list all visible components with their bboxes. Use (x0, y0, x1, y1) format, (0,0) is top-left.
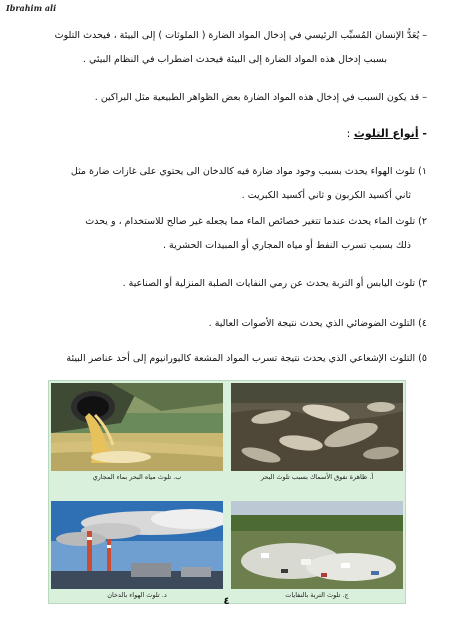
photo-caption-b: ب. تلوث مياه البحر بماء المجاري (92, 473, 182, 481)
author-name: Ibrahim ali (6, 3, 57, 13)
type-1 (71, 160, 427, 208)
factory-smoke-photo (51, 501, 223, 589)
type-3-line-1: ٣) تلوث اليابس أو التربة يحدث عن رمي النفايات الصلبة المنزلية أو الصناعية . (122, 278, 427, 289)
intro-paragraph-2 (95, 86, 427, 110)
garbage-field-photo (231, 501, 403, 589)
photo-caption-a: أ. ظاهرة نفوق الأسماك بسبب تلوث البحر (260, 473, 374, 481)
intro-1-line-1: – يُعَدُّ الإنسان المُسبِّب الرئيسي في إدخال المواد الضارة ( الملوثات ) إلى البيئة ، فيحدث التلوث (54, 30, 427, 41)
type-1-line-1: ١) تلوث الهواء يحدث بسبب وجود مواد ضارة فيه كالدخان الى يحتوي على غازات ضارة مثل (70, 166, 427, 177)
heading-text: أنواع التلوث (353, 127, 419, 140)
type-5-line-1: ٥) التلوث الإشعاعي الذي يحدث نتيجة تسرب المواد المشعة كاليورانيوم إلى أحد عناصر البيئة (66, 353, 427, 364)
photo-caption-d: د. تلوث الهواء بالدخان (107, 591, 167, 599)
type-2-line-1: ٢) تلوث الماء يحدث عندما تتغير خصائص الماء مما يجعله غير صالح للاستخدام ، و يحدث (85, 216, 427, 227)
heading-colon: : (346, 127, 354, 140)
section-heading (347, 127, 427, 140)
dead-fish-photo (231, 383, 403, 471)
page-number: ٤ (223, 596, 230, 607)
type-4 (209, 312, 427, 336)
photo-collage (48, 380, 406, 604)
type-3 (123, 272, 427, 296)
photo-caption-c: ج. تلوث التربة بالنفايات (285, 591, 349, 599)
heading-dash: - (418, 127, 427, 140)
intro-2-line-1: – قد يكون السبب في إدخال هذه المواد الضارة بعض الظواهر الطبيعية مثل البراكين . (94, 92, 427, 103)
sewage-pipe-photo (51, 383, 223, 471)
intro-1-line-2: بسبب إدخال هذه المواد الضارة إلى البيئة فيحدث اضطراب في النظام البيئي . (82, 54, 387, 65)
type-1-line-2: ثاني أكسيد الكربون و ثاني أكسيد الكبريت . (241, 190, 411, 201)
type-2-line-2: ذلك بسبب تسرب النفط أو مياه المجاري أو المبيدات الحشرية . (163, 240, 411, 251)
type-5 (66, 347, 427, 371)
type-2 (85, 210, 427, 258)
type-4-line-1: ٤) التلوث الضوضائي الذي يحدث نتيجة الأصوات العالية . (208, 318, 427, 329)
intro-paragraph-1 (55, 24, 427, 72)
